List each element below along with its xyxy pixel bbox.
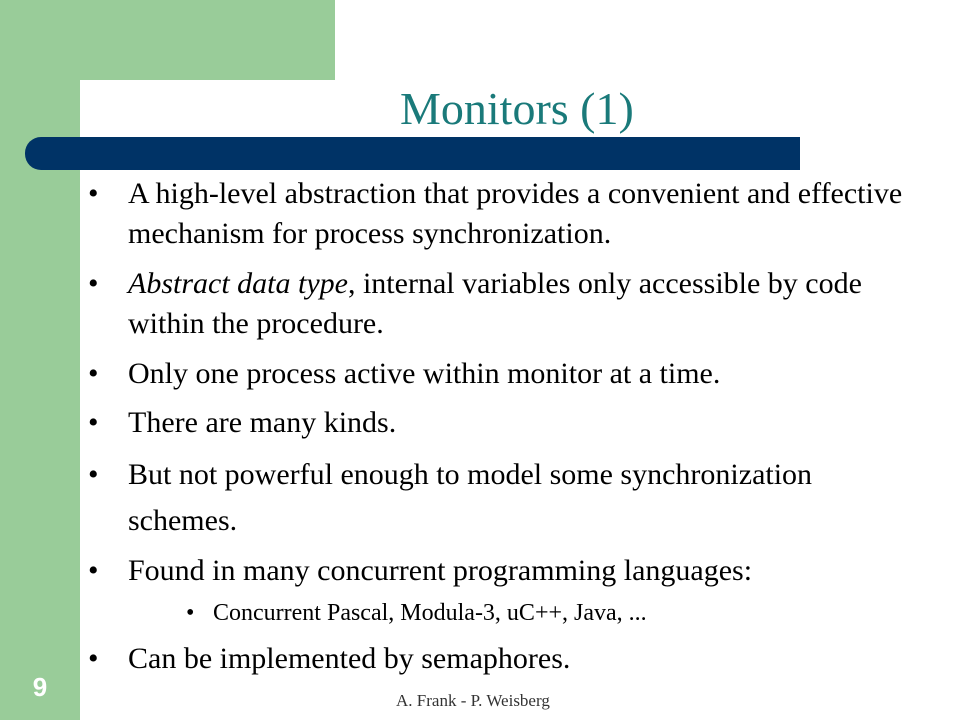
slide-title: Monitors (1)	[400, 83, 634, 134]
bullet-text: A high-level abstraction that provides a convenient and effective mechanism for process synchronization.	[128, 177, 903, 250]
bullet-dot-icon: •	[88, 554, 99, 587]
bullet-dot-icon: •	[88, 458, 99, 491]
bullet-text: There are many kinds.	[128, 406, 397, 439]
bullet-item	[88, 264, 928, 344]
bullet-text: Only one process active within monitor at a time.	[128, 357, 721, 390]
bullet-item	[88, 403, 928, 443]
left-green-band	[0, 0, 80, 720]
top-green-band	[0, 0, 335, 80]
footer-author: A. Frank - P. Weisberg	[396, 691, 550, 710]
bullet-item	[88, 551, 928, 591]
sub-bullet-item	[186, 597, 928, 629]
bullet-dot-icon: •	[88, 406, 99, 439]
bullet-item	[88, 639, 928, 679]
bullet-item	[88, 174, 928, 254]
bullet-item	[88, 452, 928, 544]
bullet-italic-term: Abstract data type	[128, 267, 348, 300]
sub-bullet-text: Concurrent Pascal, Modula-3, uC++, Java, ...	[213, 600, 647, 626]
bullet-text: Can be implemented by semaphores.	[128, 642, 571, 675]
bullet-dot-icon: •	[88, 267, 99, 300]
bullet-dot-icon: •	[88, 357, 99, 390]
bullet-text: But not powerful enough to model some synchronization schemes.	[128, 458, 813, 537]
bullet-list	[88, 168, 928, 679]
bullet-dot-icon: •	[88, 642, 99, 675]
bullet-dot-icon: •	[186, 600, 195, 626]
bullet-dot-icon: •	[88, 177, 99, 210]
bullet-text: , internal variables only accessible by code within the procedure.	[128, 267, 862, 340]
slide-number: 9	[32, 672, 48, 702]
bullet-text: Found in many concurrent programming languages:	[128, 554, 753, 587]
bullet-item	[88, 354, 928, 394]
title-underline-bar	[25, 137, 800, 170]
